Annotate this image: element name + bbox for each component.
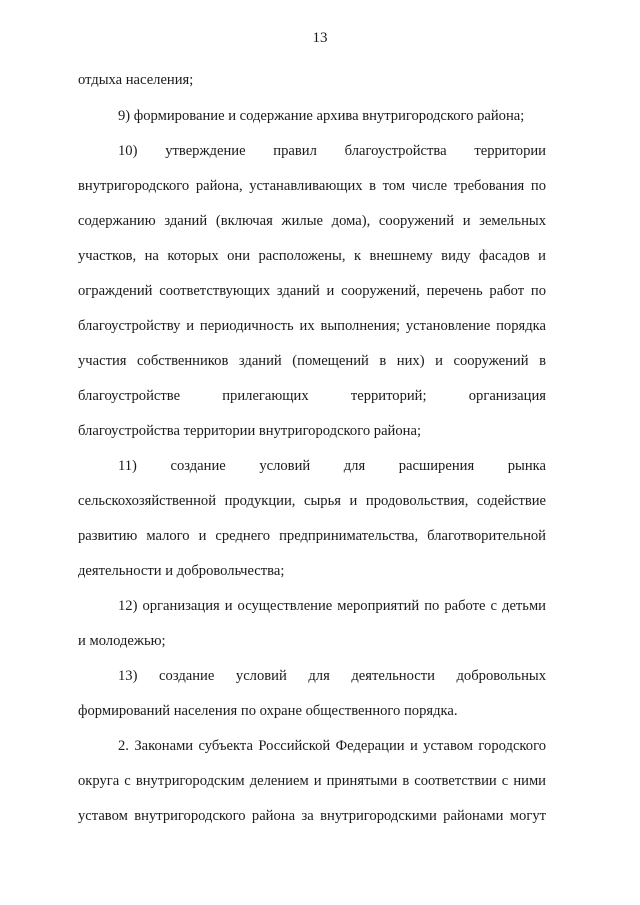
text-line: 12) организация и осуществление мероприятий по работе с детьми <box>118 598 546 614</box>
text-line: 11) создание условий для расширения рынка <box>118 458 546 474</box>
text-line: благоустройстве прилегающих территорий; организация <box>78 388 546 404</box>
text-line: внутригородского района, устанавливающих в том числе требования по <box>78 178 546 194</box>
text-line: участия собственников зданий (помещений в них) и сооружений в <box>78 353 546 369</box>
text-line: благоустройства территории внутригородского района; <box>78 423 421 439</box>
page-number: 13 <box>312 30 328 46</box>
text-line: отдыха населения; <box>78 72 194 88</box>
text-line: содержанию зданий (включая жилые дома), сооружений и земельных <box>78 213 546 229</box>
text-line: развитию малого и среднего предпринимательства, благотворительной <box>78 528 546 544</box>
text-line: округа с внутригородским делением и принятыми в соответствии с ними <box>78 773 546 789</box>
text-line: деятельности и добровольчества; <box>78 563 285 579</box>
text-line: и молодежью; <box>78 633 166 649</box>
text-line: сельскохозяйственной продукции, сырья и продовольствия, содействие <box>78 493 546 509</box>
text-line: уставом внутригородского района за внутригородскими районами могут <box>78 808 546 824</box>
text-line: 13) создание условий для деятельности добровольных <box>118 668 546 684</box>
text-line: благоустройству и периодичность их выполнения; установление порядка <box>78 318 546 334</box>
text-line: 9) формирование и содержание архива внутригородского района; <box>118 108 525 124</box>
text-line: ограждений соответствующих зданий и сооружений, перечень работ по <box>78 283 546 299</box>
text-line: 10) утверждение правил благоустройства территории <box>118 143 546 159</box>
text-line: формирований населения по охране общественного порядка. <box>78 703 458 719</box>
text-line: участков, на которых они расположены, к внешнему виду фасадов и <box>78 248 546 264</box>
text-line: 2. Законами субъекта Российской Федерации и уставом городского <box>118 738 546 754</box>
